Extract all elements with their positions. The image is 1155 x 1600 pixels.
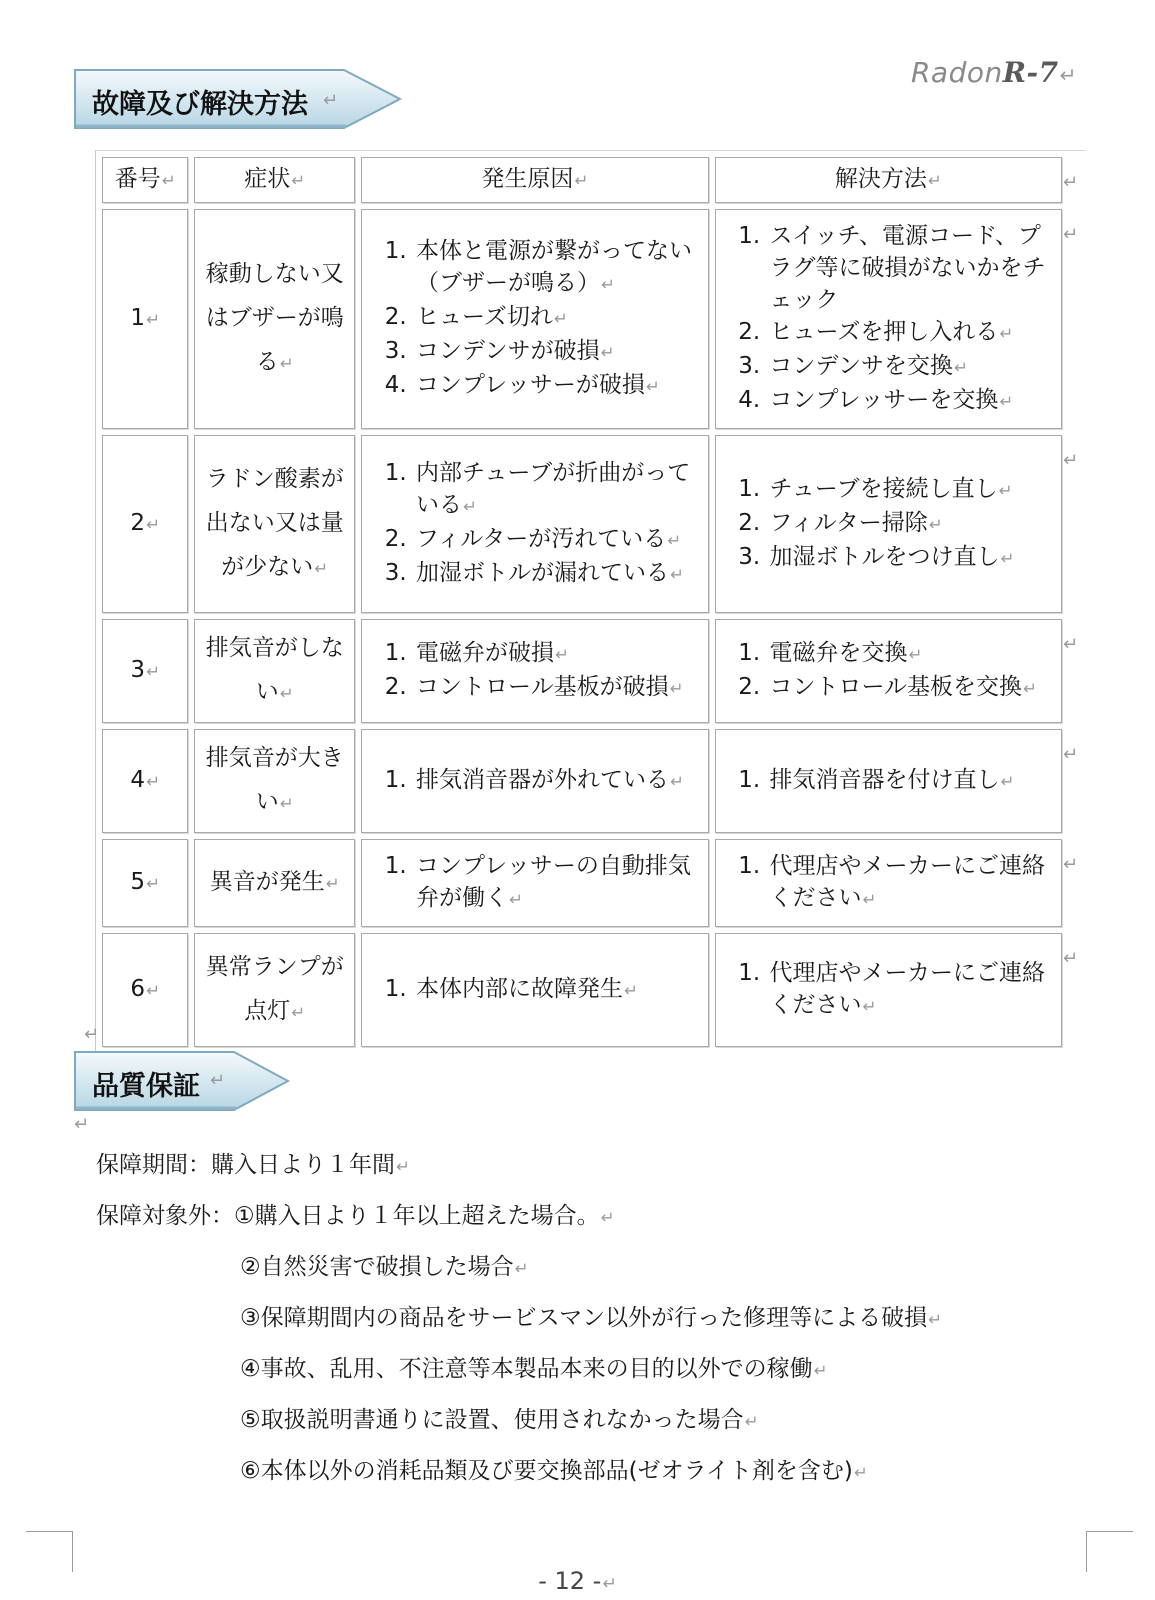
row-number: 4↵: [102, 729, 188, 833]
section-header-warranty: [74, 1050, 294, 1112]
solution-item: 3. コンデンサを交換↵: [768, 350, 1052, 384]
solution-item: 1. 代理店やメーカーにご連絡ください↵: [768, 850, 1052, 916]
cause-item: 4. コンプレッサーが破損↵: [414, 369, 697, 403]
row-symptom: 排気音がしない↵: [194, 619, 355, 723]
row-causes: [361, 933, 708, 1047]
paragraph-mark: ↵: [1063, 744, 1079, 765]
table-row: [102, 619, 1062, 723]
table-row: [102, 729, 1062, 833]
section-title: 品質保証: [92, 1071, 200, 1102]
cause-item: 1. コンプレッサーの自動排気弁が働く↵: [414, 850, 697, 916]
paragraph-mark: ↵: [1063, 634, 1079, 655]
warranty-exclusion: 保障対象外：①購入日より１年以上超えた場合。↵: [96, 1203, 615, 1229]
row-number: 1↵: [102, 209, 188, 429]
cause-item: 1. 本体内部に故障発生↵: [414, 973, 697, 1007]
table-row: [102, 933, 1062, 1047]
table-row: [102, 839, 1062, 927]
row-solutions: [715, 435, 1063, 613]
row-causes: [361, 619, 708, 723]
header-solution: 解決方法↵: [715, 157, 1063, 203]
cause-item: 1. 排気消音器が外れている↵: [414, 764, 697, 798]
paragraph-mark: ↵: [1063, 854, 1079, 875]
troubleshooting-table: [95, 150, 1086, 1053]
row-number: 6↵: [102, 933, 188, 1047]
cause-item: 2. フィルターが汚れている↵: [414, 523, 697, 557]
solution-item: 1. スイッチ、電源コード、プラグ等に破損がないかをチェック: [768, 220, 1052, 316]
header-number: 番号↵: [102, 157, 188, 203]
cause-item: 3. コンデンサが破損↵: [414, 335, 697, 369]
row-number: 3↵: [102, 619, 188, 723]
row-causes: [361, 839, 708, 927]
table-header-row: [102, 157, 1062, 203]
row-symptom: 稼動しない又はブザーが鳴る↵: [194, 209, 355, 429]
warranty-exclusion: ⑤取扱説明書通りに設置、使用されなかった場合↵: [240, 1407, 759, 1433]
paragraph-mark: ↵: [1063, 172, 1079, 193]
solution-item: 4. コンプレッサーを交換↵: [768, 384, 1052, 418]
paragraph-mark: ↵: [1063, 450, 1079, 471]
solution-item: 3. 加湿ボトルをつけ直し↵: [768, 541, 1052, 575]
paragraph-mark: ↵: [1063, 224, 1079, 245]
header-cause: 発生原因↵: [361, 157, 708, 203]
document-title: RadonR-7↵: [910, 56, 1077, 89]
warranty-exclusion: ③保障期間内の商品をサービスマン以外が行った修理等による破損↵: [240, 1305, 943, 1331]
table-row: [102, 209, 1062, 429]
row-causes: [361, 435, 708, 613]
cause-item: 1. 本体と電源が繋がってない（ブザーが鳴る）↵: [414, 235, 697, 301]
row-symptom: ラドン酸素が出ない又は量が少ない↵: [194, 435, 355, 613]
crop-mark-right: [1086, 1531, 1133, 1572]
header-symptom: 症状↵: [194, 157, 355, 203]
warranty-exclusion: ④事故、乱用、不注意等本製品本来の目的以外での稼働↵: [240, 1356, 828, 1382]
solution-item: 1. 代理店やメーカーにご連絡ください↵: [768, 957, 1052, 1023]
row-causes: [361, 209, 708, 429]
row-symptom: 異音が発生↵: [194, 839, 355, 927]
cause-item: 2. ヒューズ切れ↵: [414, 301, 697, 335]
row-solutions: [715, 729, 1063, 833]
crop-mark-left: [26, 1531, 73, 1572]
solution-item: 2. ヒューズを押し入れる↵: [768, 316, 1052, 350]
solution-item: 1. 電磁弁を交換↵: [768, 637, 1052, 671]
cause-item: 3. 加湿ボトルが漏れている↵: [414, 557, 697, 591]
row-symptom: 排気音が大きい↵: [194, 729, 355, 833]
row-number: 5↵: [102, 839, 188, 927]
cause-item: 1. 内部チューブが折曲がっている↵: [414, 457, 697, 523]
solution-item: 2. コントロール基板を交換↵: [768, 671, 1052, 705]
row-solutions: [715, 933, 1063, 1047]
solution-item: 2. フィルター掃除↵: [768, 507, 1052, 541]
warranty-section: [96, 1148, 942, 1505]
paragraph-mark: ↵: [1063, 948, 1079, 969]
row-symptom: 異常ランプが点灯↵: [194, 933, 355, 1047]
solution-item: 1. 排気消音器を付け直し↵: [768, 764, 1052, 798]
section-title: 故障及び解決方法: [92, 89, 308, 120]
cause-item: 2. コントロール基板が破損↵: [414, 671, 697, 705]
warranty-exclusion: ②自然災害で破損した場合↵: [240, 1254, 529, 1280]
page-number: - 12 -↵: [538, 1567, 617, 1595]
row-number: 2↵: [102, 435, 188, 613]
row-causes: [361, 729, 708, 833]
row-solutions: [715, 839, 1063, 927]
row-solutions: [715, 619, 1063, 723]
solution-item: 1. チューブを接続し直し↵: [768, 473, 1052, 507]
table-row: [102, 435, 1062, 613]
section-header-troubleshooting: [74, 68, 404, 130]
warranty-exclusion: ⑥本体以外の消耗品類及び要交換部品(ゼオライト剤を含む)↵: [240, 1458, 868, 1484]
cause-item: 1. 電磁弁が破損↵: [414, 637, 697, 671]
warranty-period: 保障期間：購入日より１年間↵: [96, 1152, 410, 1178]
row-solutions: [715, 209, 1063, 429]
